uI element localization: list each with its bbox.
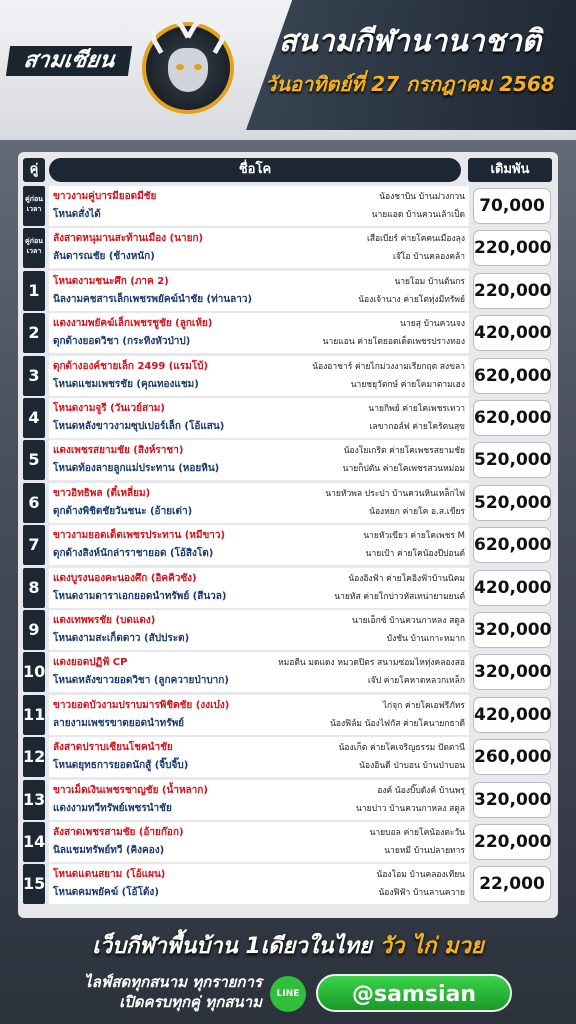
team-1-camp: นายหัวพล ประปา บ้านควนหินเหล็กไฟ [325, 488, 465, 499]
team-1-name: แดงยอดปฏิฟ้ CP [53, 657, 128, 669]
team-line-top [53, 230, 465, 248]
table-row [23, 398, 553, 438]
team-2-name: ดุกด้างยอดวิชา (กระทิงหัวป่าป) [53, 336, 191, 348]
col-header-price: เดิมพัน [468, 158, 552, 182]
table-row [23, 271, 553, 311]
line-app-icon[interactable]: LINE [270, 976, 306, 1012]
team-line-bottom [53, 800, 465, 818]
table-row [23, 356, 553, 396]
tagline-highlight: วัว ไก่ มวย [371, 934, 484, 959]
match-number: 14 [23, 822, 45, 862]
team-1-camp: เสือเบียร์ ค่ายโคคนเมืองลุง [366, 234, 465, 245]
match-number: 5 [23, 440, 45, 480]
match-number: 3 [23, 356, 45, 396]
match-number: 12 [23, 737, 45, 777]
team-1-name: ขาวเม็ดเงินเพชรชาญชัย (น้ำหลาก) [53, 784, 208, 796]
table-row [23, 525, 553, 565]
match-names [49, 652, 469, 692]
team-line-top [53, 612, 465, 630]
table-row [23, 186, 553, 226]
team-1-name: ดุกด้างองค์ชายเล็ก 2499 (แรมโบ้) [53, 360, 209, 372]
team-1-name: แดงเพชรสยามชัย (สิงห์ราชา) [53, 445, 184, 457]
match-table [18, 152, 558, 918]
live-line-1: ไลฟ์สดทุกสนาม ทุกรายการ [84, 973, 262, 991]
team-line-bottom [53, 545, 465, 563]
col-header-name: ชื่อโค [49, 158, 461, 182]
table-row [23, 568, 553, 608]
team-line-bottom [53, 757, 465, 775]
team-1-camp: น้องเก็ต ค่ายโคเจริญธรรม ปัตตานี [338, 743, 465, 754]
table-row [23, 652, 553, 692]
table-row [23, 822, 553, 862]
match-names [49, 483, 469, 523]
team-2-name: นิลแชมทรัพย์ทวี (คิงคอง) [53, 845, 165, 856]
match-number: 10 [23, 652, 45, 692]
team-line-top [53, 654, 465, 672]
team-1-camp: น้องโอม บ้านคลองเทียน [376, 870, 465, 881]
table-row [23, 228, 553, 268]
match-number: คู่ก่อน เวลา [23, 186, 45, 226]
bet-amount: 320,000 [473, 654, 551, 690]
team-line-bottom [53, 630, 465, 648]
team-line-bottom [53, 842, 465, 860]
team-1-camp: น้องอิงฟ้า ค่ายโคอิงฟ้าบ้านนิคม [348, 573, 465, 584]
team-1-name: ขาวงามคู่บารมียอดมีชัย [53, 191, 157, 202]
team-2-camp: เจ๊โอ บ้านคลองคล้า [392, 252, 465, 263]
table-row [23, 864, 553, 904]
bull-face-icon [168, 48, 208, 92]
team-2-camp: นายปาว บ้านควนกาหลง สตูล [356, 803, 465, 814]
tagline-main: เว็บกีฬาพื้นบ้าน 1เดียวในไทย [92, 934, 372, 959]
team-2-name: โหนดงามดาราเอกยอดนำทรัพย์ (สีนวล) [53, 590, 227, 602]
team-2-camp: นายเป้า ค่ายโคน้องปีปอนด์ [365, 549, 465, 560]
bet-amount: 520,000 [473, 485, 551, 521]
team-1-name: ลังสาดเพชรสามชัย (อ้ายก๊อก) [53, 827, 184, 838]
bull-eye-icon [194, 64, 202, 70]
team-line-top [53, 866, 465, 884]
event-date: วันอาทิตย์ที่ 27 กรกฎาคม 2568 [265, 72, 555, 96]
team-line-top [53, 358, 465, 376]
bet-amount: 420,000 [473, 570, 551, 606]
team-2-name: โหนดคมพยัคฆ์ (โอ้โต้ง) [53, 887, 159, 899]
team-2-camp: นายก็ปตัน ค่ายโคเพชรสวนหม่อม [342, 464, 465, 475]
match-number: 8 [23, 568, 45, 608]
bet-amount: 22,000 [473, 866, 551, 902]
team-line-bottom [53, 418, 465, 436]
table-row [23, 737, 553, 777]
team-2-camp: น้องเจ้านาง ค่ายโตทุ่งมีทรัพย์ [358, 294, 465, 305]
team-1-name: แดงงามพยัคฆ์เล็กเพชรชูชัย (ลูกเห้ย) [53, 318, 213, 330]
line-id-button[interactable]: @samsian [316, 974, 512, 1012]
team-2-name: โหนดท้องลายลูกแม่ประทาน (หอยหิน) [53, 463, 220, 475]
team-1-name: ลังสาดหนุมานสะท้านเมือง (นายก) [53, 233, 204, 245]
team-2-camp: นายแอด บ้านควนเล้าเป็ด [371, 210, 465, 220]
match-names [49, 864, 469, 904]
match-names [49, 398, 469, 438]
table-row [23, 313, 553, 353]
brand-logo-text: สามเซียน [6, 46, 132, 76]
team-1-camp: น้องโยเกริต ค่ายโคเพชรสยามชัย [343, 446, 465, 457]
team-2-camp: น้องฟิฟ้า บ้านลานควาย [378, 888, 465, 899]
match-number: 1 [23, 271, 45, 311]
team-2-name: ดุกด้างสิงห์นักล่าราชายอด (โอ้สิงโต) [53, 548, 214, 560]
bet-amount: 70,000 [473, 188, 551, 224]
team-line-bottom [53, 715, 465, 733]
team-1-name: โหนดงามชนะศึก (ภาค 2) [53, 275, 169, 287]
match-names [49, 356, 469, 396]
team-2-name: ดุกด้างพิชิตชัยวันชนะ (อ้ายเต่า) [53, 505, 193, 517]
match-names [49, 313, 469, 353]
bet-amount: 320,000 [473, 612, 551, 648]
team-2-name: ลันดารณชัย (ช้างหนัก) [53, 251, 155, 263]
team-line-top [53, 273, 465, 291]
table-row [23, 610, 553, 650]
bet-amount: 260,000 [473, 739, 551, 775]
team-1-name: แดงเทพพรชัย (บดแดง) [53, 615, 156, 626]
match-names [49, 737, 469, 777]
match-number: 6 [23, 483, 45, 523]
bet-amount: 420,000 [473, 315, 551, 351]
bet-amount: 320,000 [473, 782, 551, 818]
team-2-name: โหนดสั่งได้ [53, 209, 101, 220]
team-line-bottom [53, 248, 465, 266]
team-1-name: ขาวงามยอดเด็ดเพชรประทาน (หมีขาว) [53, 530, 226, 542]
match-names [49, 186, 469, 226]
bet-amount: 620,000 [473, 358, 551, 394]
team-2-name: โหนดงามสะเก็ดดาว (สัปประต) [53, 633, 190, 644]
team-1-camp: น้องชาบิน บ้านม่วงกวน [379, 192, 465, 202]
team-1-camp: นายเอ็กซ์ บ้านควนกาหลง สตูล [352, 616, 465, 626]
live-line-2: เปิดครบทุกคู่ ทุกสนาม [119, 993, 262, 1011]
bet-amount: 220,000 [473, 824, 551, 860]
team-line-top [53, 570, 465, 588]
team-line-top [53, 442, 465, 460]
page-title: สนามกีฬานานาชาติ [278, 24, 542, 59]
team-line-top [53, 824, 465, 842]
table-row [23, 780, 553, 820]
table-row [23, 440, 553, 480]
match-number: 4 [23, 398, 45, 438]
team-line-bottom [53, 376, 465, 394]
match-names [49, 271, 469, 311]
match-names [49, 780, 469, 820]
bull-logo-icon [142, 22, 234, 114]
bet-amount: 620,000 [473, 527, 551, 563]
team-1-name: โหนดแดนสยาม (โอ้แผน) [53, 869, 166, 881]
footer-tagline [0, 928, 576, 963]
bet-amount: 220,000 [473, 273, 551, 309]
team-1-camp: ไก่จุก ค่ายโคเอฟรีภัทร [382, 700, 465, 711]
team-2-name: ลายงามเพชรขาตยอดนำทรัพย์ [53, 717, 185, 729]
team-2-camp: น้องอินดี ป่าบอน บ้านป่าบอน [359, 761, 465, 772]
team-2-name: โหนดหลังขาวยอดวิชา (ลูกควายป่าบาก) [53, 675, 229, 687]
team-1-camp: นายบอล ค่ายโคน้องตะวัน [369, 828, 465, 838]
team-2-name: แดงงามทวีทรัพย์เพชรนำชัย [53, 802, 172, 814]
table-row [23, 695, 553, 735]
team-line-top [53, 400, 465, 418]
match-names [49, 695, 469, 735]
match-number: 9 [23, 610, 45, 650]
team-line-top [53, 782, 465, 800]
team-2-camp: น้องหยก ค่ายโค อ.ส.เขียร [369, 506, 465, 517]
team-2-camp: บังชัน บ้านเกาะหมาก [386, 634, 465, 644]
team-line-bottom [53, 206, 465, 224]
team-2-camp: เจ๊ป ค่ายโคหาดหลวกเหล็ก [367, 676, 465, 687]
match-number: 11 [23, 695, 45, 735]
team-1-camp: น้องอาชาร์ ค่ายไกม่วงงามเรียกฤต สงขลา [312, 361, 465, 372]
team-1-name: โหนดงามจูรี (วันเวย์สาม) [53, 403, 165, 414]
match-names [49, 568, 469, 608]
team-line-top [53, 188, 465, 206]
team-2-name: นิลงามคชสารเล็กเพชรพยัคฆ์นำชัย (ท่านลาว) [53, 293, 253, 305]
team-1-name: ขาวยอดบัวงามปราบมารพิชิตชัย (งงเบ๋ง) [53, 699, 230, 711]
team-2-camp: เลขากอล์ฟ ค่ายโคร้ตนสุข [369, 422, 465, 432]
team-2-camp: น้องฟิล์ม น้องไฟกัส ค่ายโคนายกธาดี [330, 718, 465, 729]
team-1-name: ขาวอิทธิพล (ตี๋เหลี่ยม) [53, 487, 151, 499]
table-row [23, 483, 553, 523]
team-line-top [53, 697, 465, 715]
team-line-bottom [53, 503, 465, 521]
match-number: คู่ก่อน เวลา [23, 228, 45, 268]
match-names [49, 228, 469, 268]
team-line-top [53, 315, 465, 333]
match-names [49, 610, 469, 650]
match-number: 7 [23, 525, 45, 565]
team-line-bottom [53, 291, 465, 309]
bet-amount: 220,000 [473, 230, 551, 266]
match-names [49, 525, 469, 565]
bet-amount: 420,000 [473, 697, 551, 733]
match-names [49, 822, 469, 862]
team-2-camp: นายหัส ค่ายโกบ่าวหัสเทน่ายามยนต์ [334, 591, 465, 602]
team-2-name: โหนดยุทธการยอดนักสู้ (จิ๊บจิ๊บ) [53, 760, 189, 772]
team-1-name: แดงบูรงนองคะนองศึก (อิคคิวซัง) [53, 572, 197, 584]
team-1-name: ลังสาดปราบเซียนโชคนำชัย [53, 742, 173, 754]
team-1-camp: นายกิพย์ ค่ายโคเพชรเทวา [368, 404, 465, 414]
bull-eye-icon [176, 64, 184, 70]
match-names [49, 440, 469, 480]
team-line-bottom [53, 460, 465, 478]
col-header-no: คู่ [23, 158, 45, 182]
team-line-bottom [53, 588, 465, 606]
team-1-camp: องค์ น้องบิ๊บดังค์ บ้านพรุ [377, 785, 465, 796]
footer [0, 924, 576, 1024]
live-info [62, 972, 262, 1012]
team-line-bottom [53, 333, 465, 351]
team-line-top [53, 527, 465, 545]
team-2-camp: นายแอน ค่ายโตยอดเด็ดเพชรปรางทอง [322, 337, 465, 348]
team-1-camp: หมอตีน มดแดง หมวดปิตร สนามซ่อมไหทุ่งคลองสอ [278, 658, 465, 669]
team-1-camp: นายหัวเขียว ค่ายโคเพชร M [363, 531, 465, 542]
match-number: 13 [23, 780, 45, 820]
match-number: 15 [23, 864, 45, 904]
team-2-name: โหนดแชมเพชรชัย (คุณทองแชม) [53, 378, 199, 390]
team-line-top [53, 485, 465, 503]
header [0, 0, 576, 140]
team-1-camp: นายสุ บ้านควนจง [400, 319, 465, 330]
team-2-name: โหนดหลังขาวงามซุปเปอร์เล็ก (โอ้แสน) [53, 421, 225, 432]
team-2-camp: นายหมี บ้านปลายทาร [384, 846, 465, 856]
team-2-camp: นายชยุวัตกษ์ ค่ายโคมาตามเฮง [350, 379, 465, 390]
team-line-bottom [53, 672, 465, 690]
bet-amount: 620,000 [473, 400, 551, 436]
team-1-camp: นายโอม บ้านต้นกร [394, 276, 465, 287]
team-line-top [53, 739, 465, 757]
match-number: 2 [23, 313, 45, 353]
team-line-bottom [53, 884, 465, 902]
bet-amount: 520,000 [473, 442, 551, 478]
